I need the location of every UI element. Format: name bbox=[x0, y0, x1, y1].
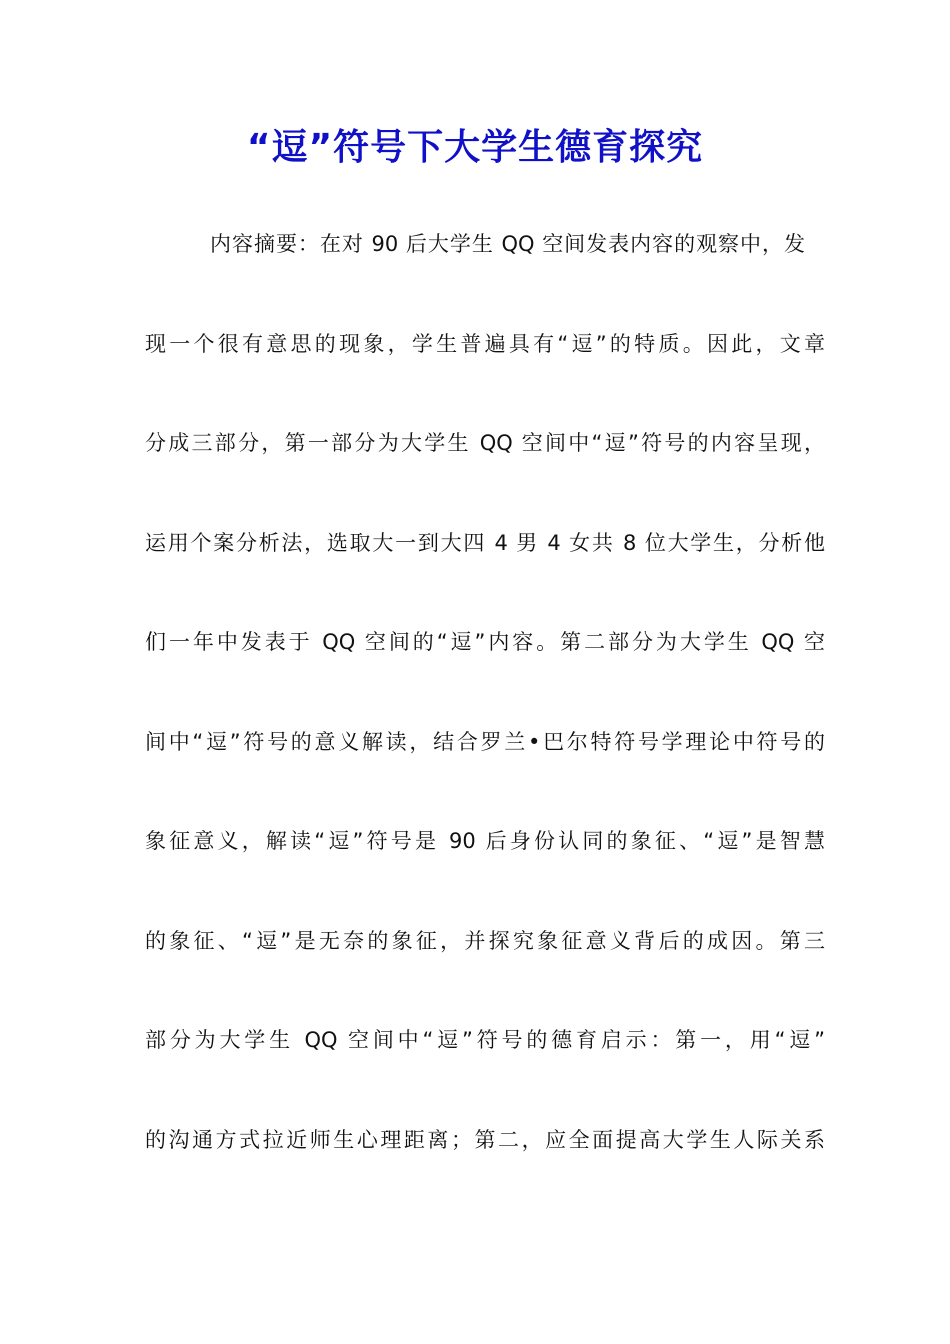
text-line: 现一个很有意思的现象，学生普遍具有“逗”的特质。因此，文章 bbox=[145, 331, 825, 356]
text-line: 分成三部分，第一部分为大学生 QQ 空间中“逗”符号的内容呈现， bbox=[145, 431, 825, 455]
text-line: 部分为大学生 QQ 空间中“逗”符号的德育启示：第一，用“逗” bbox=[145, 1028, 825, 1052]
text-line: 运用个案分析法，选取大一到大四 4 男 4 女共 8 位大学生，分析他 bbox=[145, 530, 825, 555]
text-line: 的象征、“逗”是无奈的象征，并探究象征意义背后的成因。第三 bbox=[145, 928, 825, 953]
text-line: 象征意义，解读“逗”符号是 90 后身份认同的象征、“逗”是智慧 bbox=[145, 829, 825, 853]
text-line: 间中“逗”符号的意义解读，结合罗兰•巴尔特符号学理论中符号的 bbox=[145, 729, 825, 754]
text-line: 们一年中发表于 QQ 空间的“逗”内容。第二部分为大学生 QQ 空 bbox=[145, 630, 825, 654]
text-line: 内容摘要：在对 90 后大学生 QQ 空间发表内容的观察中，发 bbox=[210, 232, 805, 256]
text-line: 的沟通方式拉近师生心理距离；第二，应全面提高大学生人际关系 bbox=[145, 1127, 825, 1152]
document-title: “逗”符号下大学生德育探究 bbox=[246, 127, 704, 168]
abstract-paragraph bbox=[145, 218, 825, 1213]
